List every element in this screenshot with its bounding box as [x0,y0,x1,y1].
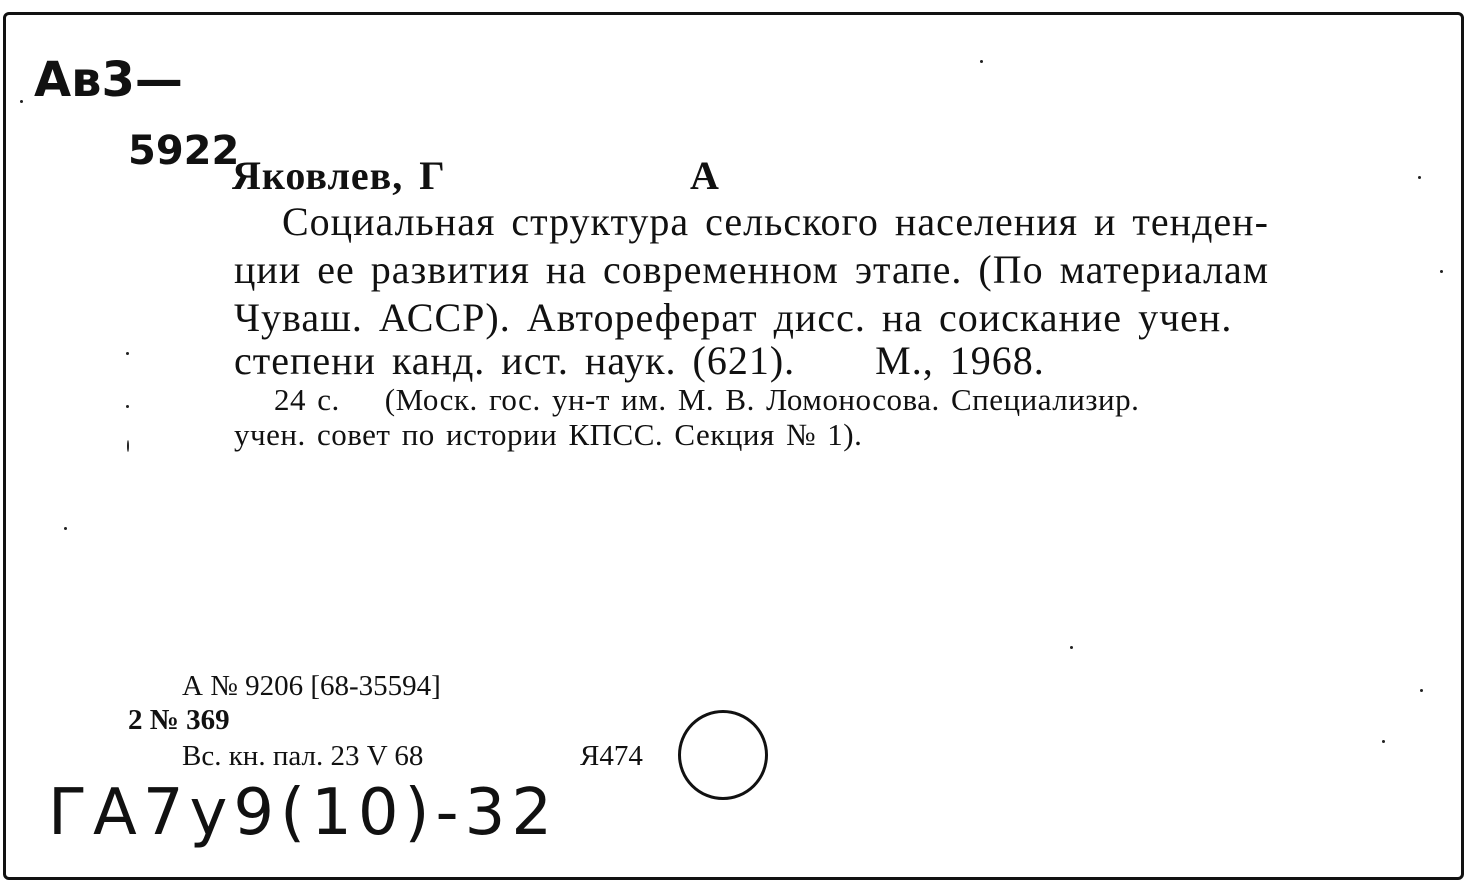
handwritten-classification: ГА7у9(10)-32 [48,776,559,850]
punch-circle [678,710,768,800]
card-code: Я474 [580,740,643,772]
handwritten-number: 5922 [128,128,240,174]
description-line-3: Чуваш. АССР). Автореферат дисс. на соискание учен. [234,295,1233,340]
note-line-1: 24 с. (Моск. гос. ун-т им. М. В. Ломоносова. Специализир. [274,382,1140,417]
scan-speck [126,405,129,408]
scan-speck [1440,270,1443,273]
handwritten-shelf-mark: Ав3— [34,52,183,108]
description-line-4: степени канд. ист. наук. (621). М., 1968. [234,338,1045,383]
scan-speck [20,100,23,103]
scan-speck [127,440,129,452]
scan-speck [1070,646,1073,649]
copy-number: 2 № 369 [128,704,230,736]
accession-number: А № 9206 [68-35594] [182,670,441,702]
author-initial: А [690,153,720,198]
scan-speck [1418,176,1421,179]
book-chamber-stamp: Вс. кн. пал. 23 V 68 [182,740,424,772]
scan-speck [1420,689,1423,692]
scan-speck [1382,740,1385,743]
scan-speck [64,527,67,530]
description-line-1: Социальная структура сельского населения и тенден- [282,199,1269,244]
scan-speck [980,60,983,63]
description-line-2: ции ее развития на современном этапе. (По материалам [234,247,1270,292]
author-name: Яковлев, Г [232,153,446,198]
note-line-2: учен. совет по истории КПСС. Секция № 1). [234,417,863,452]
scan-speck [126,352,129,355]
